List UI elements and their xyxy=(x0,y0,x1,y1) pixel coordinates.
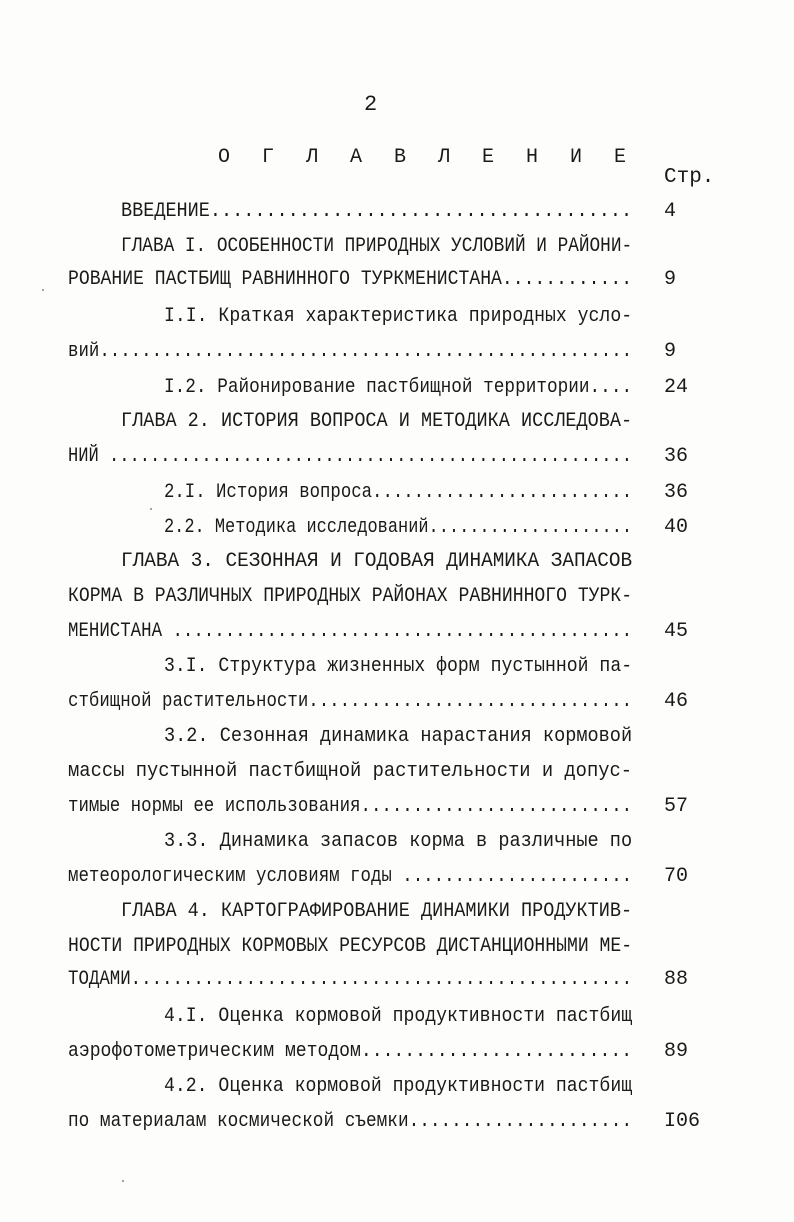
toc-entry-line: 2.I. История вопроса......................... xyxy=(164,481,633,504)
toc-entry-line: ГЛАВА I. ОСОБЕННОСТИ ПРИРОДНЫХ УСЛОВИЙ И РАЙОНИ- xyxy=(121,235,633,258)
toc-entry-line: метеорологическим условиям годы ...................... xyxy=(68,865,633,888)
toc-entry-page: 4 xyxy=(664,200,677,223)
toc-entry-line: НОСТИ ПРИРОДНЫХ КОРМОВЫХ РЕСУРСОВ ДИСТАНЦИОННЫМИ МЕ- xyxy=(68,935,633,958)
toc-entry-page: 40 xyxy=(664,516,689,539)
toc-entry-line: ГЛАВА 3. СЕЗОННАЯ И ГОДОВАЯ ДИНАМИКА ЗАПАСОВ xyxy=(121,550,633,573)
toc-entry-line: стбищной растительности............................... xyxy=(68,690,633,713)
toc-entry-line: ВВЕДЕНИЕ...................................... xyxy=(121,200,633,223)
toc-entry-line: I.2. Районирование пастбищной территории.... xyxy=(164,376,633,399)
toc-entry-line: 4.I. Оценка кормовой продуктивности пастбищ xyxy=(164,1005,633,1028)
toc-entry-line: НИЙ ................................................... xyxy=(68,445,633,468)
scan-speck xyxy=(122,1180,124,1182)
toc-entry-page: 45 xyxy=(664,620,689,643)
toc-entry-line: I.I. Краткая характеристика природных усло- xyxy=(164,305,633,328)
toc-entry-line: 3.2. Сезонная динамика нарастания кормовой xyxy=(164,725,633,748)
toc-entry-line: ТОДАМИ................................................ xyxy=(68,968,633,991)
toc-entry-line: ГЛАВА 4. КАРТОГРАФИРОВАНИЕ ДИНАМИКИ ПРОДУКТИВ- xyxy=(121,900,633,923)
page-column-header: Стр. xyxy=(664,166,715,189)
toc-entry-line: МЕНИСТАНА ............................................ xyxy=(68,620,633,643)
toc-entry-page: 46 xyxy=(664,690,689,713)
toc-entry-page: 89 xyxy=(664,1040,689,1063)
toc-entry-line: ГЛАВА 2. ИСТОРИЯ ВОПРОСА И МЕТОДИКА ИССЛЕДОВА- xyxy=(121,410,633,433)
toc-entry-page: 36 xyxy=(664,481,689,504)
toc-entry-page: 36 xyxy=(664,445,689,468)
toc-entry-page: 70 xyxy=(664,865,689,888)
toc-entry-line: РОВАНИЕ ПАСТБИЩ РАВНИННОГО ТУРКМЕНИСТАНА............ xyxy=(68,268,633,291)
toc-entry-line: аэрофотометрическим методом......................... xyxy=(68,1040,633,1063)
scan-speck xyxy=(150,508,152,510)
toc-entry-line: по материалам космической съемки..................... xyxy=(68,1110,633,1133)
toc-entry-page: I06 xyxy=(664,1110,701,1133)
toc-entry-line: тимые нормы ее использования.......................... xyxy=(68,795,633,818)
toc-entry-line: вий................................................... xyxy=(68,340,633,363)
toc-entry-line: 3.I. Структура жизненных форм пустынной па- xyxy=(164,655,633,678)
toc-entry-page: 24 xyxy=(664,376,689,399)
toc-entry-line: массы пустынной пастбищной растительности и допус- xyxy=(68,760,633,783)
toc-entry-line: 3.3. Динамика запасов корма в различные по xyxy=(164,830,633,853)
toc-entry-line: КОРМА В РАЗЛИЧНЫХ ПРИРОДНЫХ РАЙОНАХ РАВНИННОГО ТУРК- xyxy=(68,585,633,608)
toc-entry-line: 2.2. Методика исследований.................... xyxy=(164,516,633,539)
toc-entry-page: 9 xyxy=(664,268,677,291)
toc-entry-page: 88 xyxy=(664,968,689,991)
toc-title: О Г Л А В Л Е Н И Е xyxy=(218,146,637,169)
page-number: 2 xyxy=(364,92,378,117)
toc-entry-page: 9 xyxy=(664,340,677,363)
toc-entry-page: 57 xyxy=(664,795,689,818)
toc-entry-line: 4.2. Оценка кормовой продуктивности пастбищ xyxy=(164,1075,633,1098)
scan-speck xyxy=(42,289,44,291)
